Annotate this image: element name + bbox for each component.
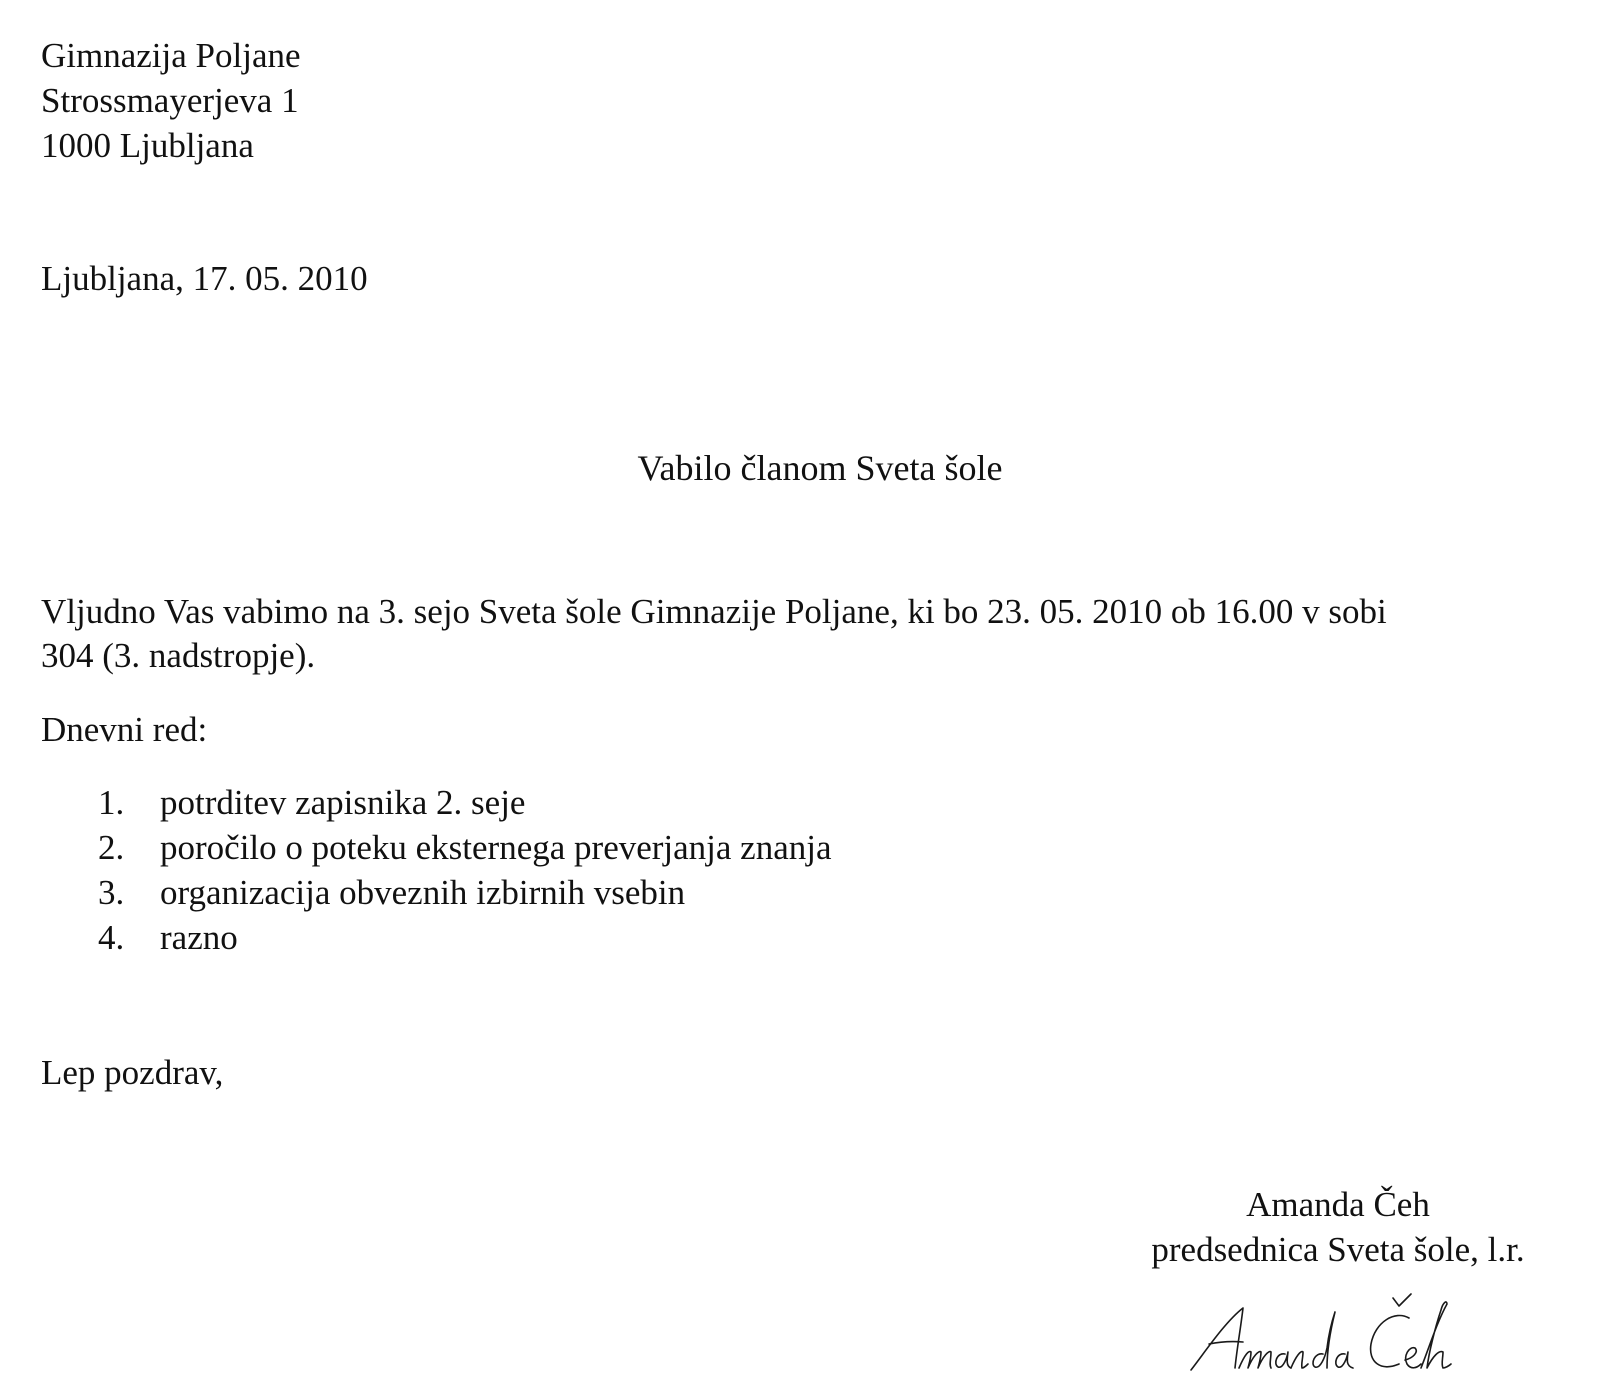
- signer-role: predsednica Sveta šole, l.r.: [1151, 1230, 1525, 1269]
- sender-city: 1000 Ljubljana: [41, 126, 254, 165]
- agenda-heading: Dnevni red:: [41, 710, 208, 749]
- sender-street: Strossmayerjeva 1: [41, 81, 299, 120]
- agenda-item-number: 4.: [98, 918, 125, 957]
- agenda-item-number: 2.: [98, 828, 125, 867]
- agenda-item-number: 1.: [98, 783, 125, 822]
- body-line-2: 304 (3. nadstropje).: [41, 636, 316, 675]
- body-line-1: Vljudno Vas vabimo na 3. sejo Sveta šole Gimnazije Poljane, ki bo 23. 05. 2010 ob 16.00 v sobi: [41, 592, 1387, 631]
- sender-school: Gimnazija Poljane: [41, 36, 301, 75]
- closing-greeting: Lep pozdrav,: [41, 1053, 224, 1092]
- agenda-item-text: organizacija obveznih izbirnih vsebin: [160, 873, 686, 912]
- document-title: Vabilo članom Sveta šole: [637, 448, 1003, 488]
- signer-name: Amanda Čeh: [1246, 1185, 1430, 1224]
- agenda-item-number: 3.: [98, 873, 125, 912]
- handwritten-signature: [1185, 1292, 1485, 1382]
- agenda-item-text: poročilo o poteku eksternega preverjanja znanja: [160, 828, 832, 867]
- agenda-item-text: potrditev zapisnika 2. seje: [160, 783, 526, 822]
- place-date: Ljubljana, 17. 05. 2010: [41, 259, 368, 298]
- agenda-item-text: razno: [160, 918, 238, 957]
